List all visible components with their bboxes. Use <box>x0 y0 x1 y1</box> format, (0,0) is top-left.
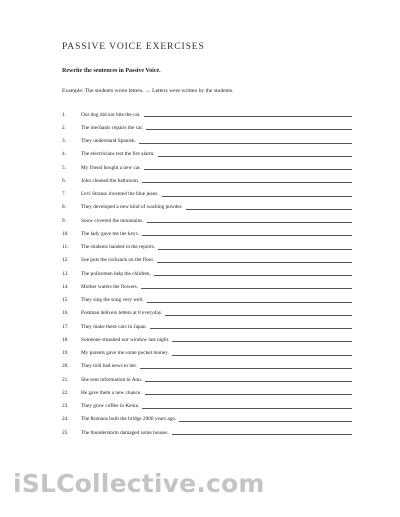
exercise-number: 5. <box>62 164 66 171</box>
exercise-item <box>62 400 352 413</box>
exercise-sentence: The mechanic repairs the car. <box>81 124 144 131</box>
exercise-number: 22. <box>62 389 69 396</box>
answer-blank-line[interactable] <box>146 129 352 130</box>
exercise-item <box>62 294 352 307</box>
exercise-item <box>62 360 352 373</box>
exercise-number: 9. <box>62 217 66 224</box>
exercise-number: 12. <box>62 257 69 264</box>
exercise-number: 25. <box>62 429 69 436</box>
example-sentence: Example: The students wrote letters. → Letters were written by the students. <box>62 88 234 94</box>
exercise-number: 17. <box>62 323 69 330</box>
answer-blank-line[interactable] <box>140 368 352 369</box>
answer-blank-line[interactable] <box>142 182 352 183</box>
exercise-number: 24. <box>62 416 69 423</box>
exercise-sentence: They grow coffee in Kenia. <box>81 403 140 410</box>
exercise-number: 23. <box>62 403 69 410</box>
answer-blank-line[interactable] <box>145 381 352 382</box>
exercise-sentence: The thunderstorm damaged some houses. <box>81 429 169 436</box>
answer-blank-line[interactable] <box>144 116 352 117</box>
answer-blank-line[interactable] <box>158 156 352 157</box>
exercise-sentence: John cleaned the bathroom. <box>81 177 140 184</box>
answer-blank-line[interactable] <box>142 408 352 409</box>
exercise-number: 1. <box>62 111 66 118</box>
exercise-sentence: Someone smashed our window last night. <box>81 336 170 343</box>
exercise-number: 11. <box>62 244 69 251</box>
exercise-number: 21. <box>62 376 69 383</box>
exercise-number: 13. <box>62 270 69 277</box>
exercise-item <box>62 280 352 293</box>
answer-blank-line[interactable] <box>142 235 352 236</box>
exercise-sentence: Sue puts the rucksack on the floor. <box>81 257 155 264</box>
answer-blank-line[interactable] <box>157 262 352 263</box>
exercise-item <box>62 333 352 346</box>
exercise-item <box>62 373 352 386</box>
exercise-sentence: Snow covered the mountains. <box>81 217 144 224</box>
site-watermark: iSLCollective.com <box>13 469 265 498</box>
exercise-number: 15. <box>62 297 69 304</box>
exercise-number: 16. <box>62 310 69 317</box>
answer-blank-line[interactable] <box>179 421 352 422</box>
exercise-item <box>62 135 352 148</box>
exercise-item <box>62 347 352 360</box>
exercise-sentence: The electricians test the fire alarm. <box>81 151 155 158</box>
exercise-item <box>62 161 352 174</box>
exercise-number: 4. <box>62 151 66 158</box>
answer-blank-line[interactable] <box>141 288 352 289</box>
answer-blank-line[interactable] <box>139 143 352 144</box>
exercise-sentence: Our dog did not bite the cat. <box>81 111 141 118</box>
answer-blank-line[interactable] <box>145 394 352 395</box>
exercise-number: 14. <box>62 283 69 290</box>
exercise-item <box>62 188 352 201</box>
answer-blank-line[interactable] <box>186 209 353 210</box>
exercise-item <box>62 320 352 333</box>
exercise-sentence: My friend bought a new car. <box>81 164 142 171</box>
exercise-item <box>62 241 352 254</box>
exercise-item <box>62 307 352 320</box>
exercise-item <box>62 121 352 134</box>
exercise-sentence: My parents gave me some pocket money. <box>81 350 169 357</box>
exercise-sentence: The policemen help the children. <box>81 270 151 277</box>
exercise-list <box>62 108 352 439</box>
exercise-sentence: He gave them a new chance. <box>81 389 142 396</box>
answer-blank-line[interactable] <box>172 341 352 342</box>
exercise-item <box>62 201 352 214</box>
exercise-number: 3. <box>62 138 66 145</box>
page-title: PASSIVE VOICE EXERCISES <box>62 42 205 52</box>
exercise-item <box>62 267 352 280</box>
exercise-item <box>62 413 352 426</box>
answer-blank-line[interactable] <box>172 355 352 356</box>
exercise-number: 7. <box>62 191 66 198</box>
exercise-sentence: The Romans built the bridge 2000 years ago. <box>81 416 177 423</box>
answer-blank-line[interactable] <box>154 275 352 276</box>
answer-blank-line[interactable] <box>150 328 352 329</box>
exercise-item <box>62 148 352 161</box>
exercise-sentence: They make these cars in Japan. <box>81 323 147 330</box>
exercise-number: 18. <box>62 336 69 343</box>
exercise-sentence: Postman delivers letters at 8 everyday. <box>81 310 163 317</box>
answer-blank-line[interactable] <box>147 222 352 223</box>
exercise-item <box>62 108 352 121</box>
exercise-item <box>62 386 352 399</box>
exercise-sentence: They developed a new kind of washing powder. <box>81 204 183 211</box>
answer-blank-line[interactable] <box>144 169 352 170</box>
answer-blank-line[interactable] <box>158 249 352 250</box>
answer-blank-line[interactable] <box>147 302 352 303</box>
exercise-number: 19. <box>62 350 69 357</box>
instructions: Rewrite the sentences in Passive Voice. <box>62 68 161 74</box>
exercise-sentence: They sing the song very well. <box>81 297 144 304</box>
exercise-sentence: They understand Spanish. <box>81 138 136 145</box>
exercise-number: 8. <box>62 204 66 211</box>
exercise-sentence: They told bad news to her. <box>81 363 138 370</box>
exercise-sentence: The lady gave me the keys. <box>81 230 139 237</box>
exercise-number: 10. <box>62 230 69 237</box>
answer-blank-line[interactable] <box>162 196 352 197</box>
exercise-item <box>62 174 352 187</box>
exercise-item <box>62 254 352 267</box>
answer-blank-line[interactable] <box>165 315 352 316</box>
exercise-number: 20. <box>62 363 69 370</box>
answer-blank-line[interactable] <box>172 434 352 435</box>
exercise-item <box>62 426 352 439</box>
exercise-sentence: Levi Strauss invented the blue jeans. <box>81 191 159 198</box>
exercise-sentence: Mother waters the flowers. <box>81 283 139 290</box>
exercise-item <box>62 227 352 240</box>
exercise-sentence: She sent information to Ann. <box>81 376 143 383</box>
exercise-number: 2. <box>62 124 66 131</box>
exercise-sentence: The students handed in the reports. <box>81 244 156 251</box>
exercise-number: 6. <box>62 177 66 184</box>
exercise-item <box>62 214 352 227</box>
